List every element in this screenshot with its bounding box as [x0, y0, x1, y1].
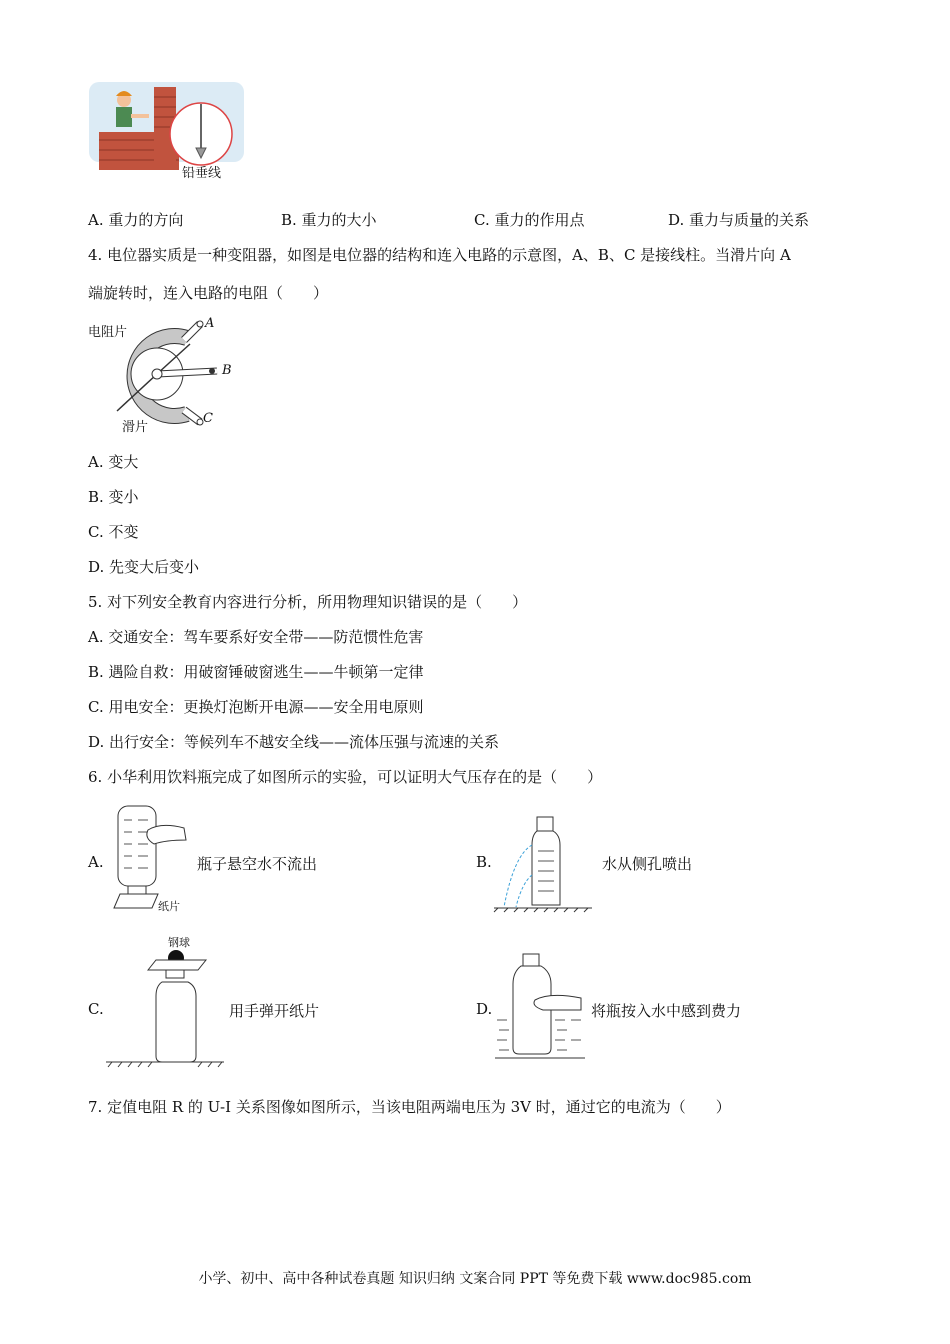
terminal-c-label: C [203, 411, 213, 426]
paper-label: 纸片 [158, 900, 180, 913]
q5-option-a[interactable]: A. 交通安全：驾车要系好安全带——防范惯性危害 [88, 628, 424, 646]
q5-option-b[interactable]: B. 遇险自救：用破窗锤破窗逃生——牛顿第一定律 [88, 663, 424, 681]
q4-option-c[interactable]: C. 不变 [88, 523, 139, 541]
q6-option-d-caption[interactable]: 将瓶按入水中感到费力 [591, 1002, 742, 1020]
q4-option-a[interactable]: A. 变大 [88, 453, 139, 471]
resistor-label: 电阻片 [88, 325, 128, 340]
terminal-b-label: B [222, 363, 232, 378]
q3-option-d[interactable]: D. 重力与质量的关系 [668, 211, 810, 229]
q6-option-b-letter[interactable]: B. [476, 853, 492, 871]
terminal-a-label: A [205, 316, 215, 331]
q6-figure-b [494, 815, 594, 915]
q6-option-d-letter[interactable]: D. [476, 1000, 493, 1018]
q7-stem: 7. 定值电阻 R 的 U-I 关系图像如图所示，当该电阻两端电压为 3V 时，通过它的电流为（ ） [88, 1098, 731, 1116]
q6-option-c-letter[interactable]: C. [88, 1000, 104, 1018]
q4-stem-line1: 4. 电位器实质是一种变阻器，如图是电位器的结构和连入电路的示意图，A、B、C 是接线柱。当滑片向 A [88, 246, 791, 264]
q3-option-a[interactable]: A. 重力的方向 [88, 211, 184, 229]
steel-ball-label: 钢球 [168, 936, 190, 949]
q6-figure-d [495, 948, 587, 1064]
q6-option-c-caption[interactable]: 用手弹开纸片 [229, 1002, 320, 1020]
q4-stem-line2: 端旋转时，连入电路的电阻（ ） [88, 284, 329, 302]
q6-option-a-caption[interactable]: 瓶子悬空水不流出 [197, 855, 318, 873]
q4-option-b[interactable]: B. 变小 [88, 488, 139, 506]
plumb-line-figure [89, 82, 249, 182]
q6-stem: 6. 小华利用饮料瓶完成了如图所示的实验，可以证明大气压存在的是（ ） [88, 768, 603, 786]
page-footer: 小学、初中、高中各种试卷真题 知识归纳 文案合同 PPT 等免费下载 www.doc985.com [198, 1271, 752, 1287]
q6-figure-a [106, 800, 201, 915]
q3-option-b[interactable]: B. 重力的大小 [281, 211, 377, 229]
q6-option-a-letter[interactable]: A. [88, 853, 104, 871]
q3-option-c[interactable]: C. 重力的作用点 [474, 211, 585, 229]
q4-option-d[interactable]: D. 先变大后变小 [88, 558, 200, 576]
slider-label: 滑片 [122, 420, 149, 435]
q5-option-c[interactable]: C. 用电安全：更换灯泡断开电源——安全用电原则 [88, 698, 424, 716]
q6-figure-c [106, 948, 226, 1070]
potentiometer-diagram [112, 316, 232, 426]
q5-option-d[interactable]: D. 出行安全：等候列车不越安全线——流体压强与流速的关系 [88, 733, 500, 751]
plumb-line-label: 铅垂线 [182, 166, 222, 181]
q5-stem: 5. 对下列安全教育内容进行分析，所用物理知识错误的是（ ） [88, 593, 528, 611]
q6-option-b-caption[interactable]: 水从侧孔喷出 [602, 855, 693, 873]
